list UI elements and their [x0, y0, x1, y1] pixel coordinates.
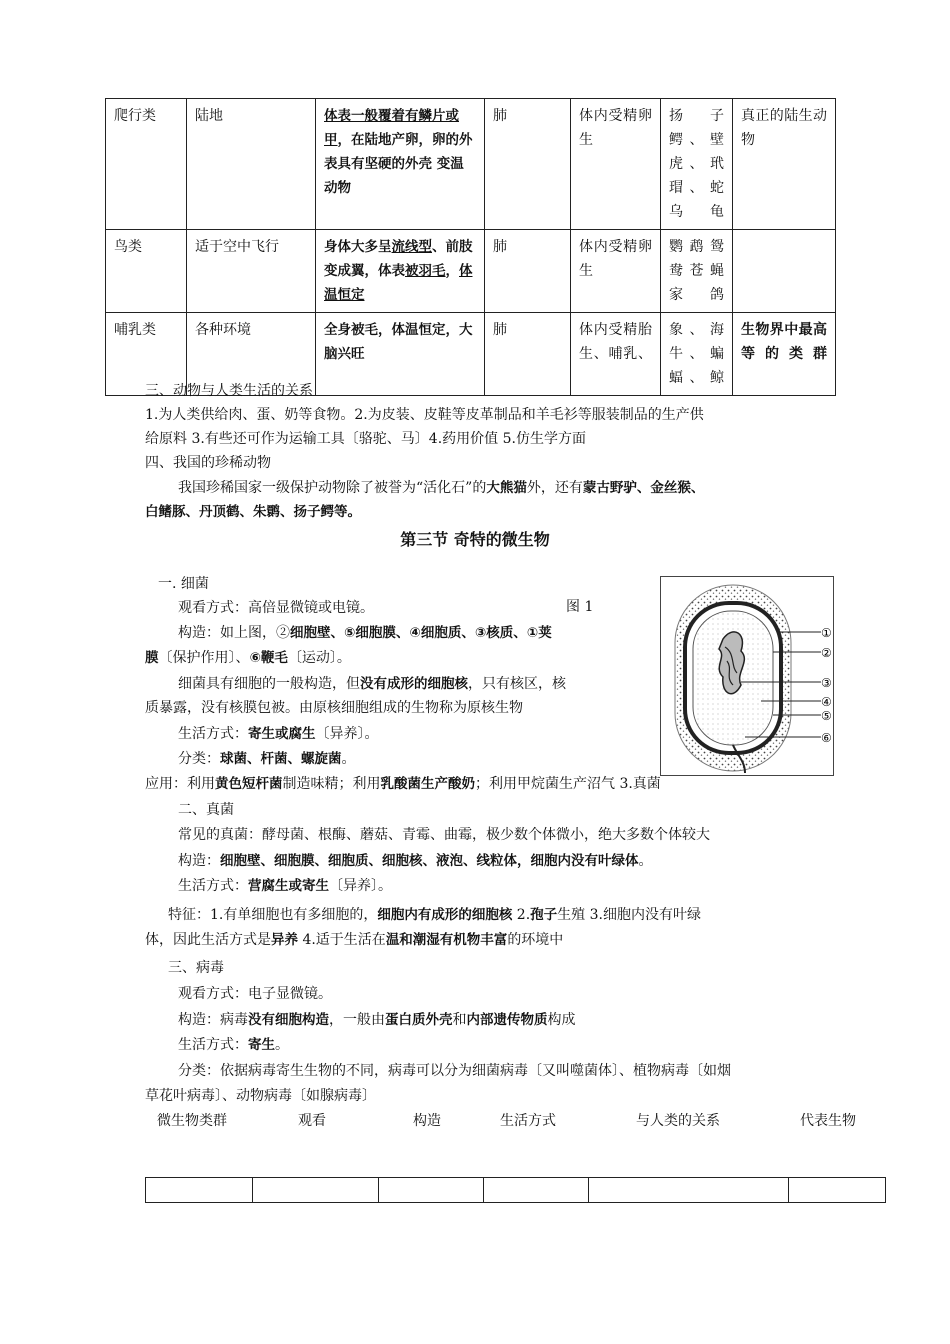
figure-label: ⑤ [821, 709, 832, 723]
table-row [106, 99, 836, 230]
figure-label: ② [821, 646, 832, 660]
table-cell-note [733, 230, 836, 313]
table-cell-note: 生物界中最高等的类群 [733, 313, 836, 396]
text-segment: ，只有核区，核 [468, 676, 566, 692]
text-segment: 。 [638, 853, 653, 869]
micro-header: 生活方式 [500, 1113, 556, 1129]
text-line [178, 478, 704, 498]
table-cell-breathing: 肺 [485, 99, 571, 230]
table-row [146, 1178, 886, 1203]
text-segment: 构造： [178, 853, 220, 869]
table-cell-group: 鸟类 [106, 230, 187, 313]
figure-caption: 图 1 [566, 599, 594, 615]
text-line [145, 405, 704, 425]
table-cell-note: 真正的陆生动物 [733, 99, 836, 230]
table-cell-breathing: 肺 [485, 230, 571, 313]
text-line [145, 930, 563, 950]
text-segment: 4.适于生活在 [298, 932, 386, 948]
table-cell [253, 1178, 379, 1203]
text-segment: 构造：如上图，② [178, 625, 290, 641]
text-segment: 膜 [145, 650, 159, 666]
text-line [178, 851, 653, 871]
text-line [178, 674, 566, 694]
trait-text: 身体大多呈 [324, 239, 392, 255]
text-line [178, 749, 356, 769]
text-segment: 内部遗传物质 [466, 1012, 548, 1028]
text-segment: 四、我国的珍稀动物 [145, 455, 271, 471]
micro-header: 观看 [298, 1113, 326, 1129]
text-segment: 细菌具有细胞的一般构造，但 [178, 676, 360, 692]
trait-text: 、前肢变成翼，体表 [324, 239, 473, 279]
text-segment: 质暴露，没有核膜包被。由原核细胞组成的生物称为原核生物 [145, 700, 523, 716]
table-cell [589, 1178, 789, 1203]
animal-class-table [105, 98, 836, 396]
text-line [178, 825, 710, 845]
text-segment: 没有成形的细胞核 [360, 676, 468, 692]
text-line [158, 574, 209, 594]
text-segment: 。 [275, 1037, 289, 1053]
text-segment: 营腐生或寄生 [248, 878, 329, 894]
text-segment: 生殖 3.细胞内没有叶绿 [557, 907, 701, 923]
text-line [145, 648, 351, 668]
text-segment: 体，因此生活方式是 [145, 932, 271, 948]
figure-label: ① [821, 626, 832, 640]
text-segment: 寄生或腐生 [248, 726, 316, 742]
text-segment: 白鳍豚、丹顶鹤、朱鹮、扬子鳄等。 [145, 504, 361, 520]
figure-label: ④ [821, 695, 832, 709]
table-cell-group: 爬行类 [106, 99, 187, 230]
table-cell-habitat: 陆地 [187, 99, 316, 230]
text-segment: 寄生 [248, 1037, 275, 1053]
text-segment: 细胞壁、⑤细胞膜、④细胞质、③核质、①荚 [290, 625, 552, 641]
text-segment: 生活方式： [178, 878, 248, 894]
text-segment: 三、动物与人类生活的关系 [145, 383, 313, 399]
table-cell-examples: 象、海牛、蝙蝠、鲸 [661, 313, 733, 396]
table-cell-group: 哺乳类 [106, 313, 187, 396]
text-segment: 孢子 [530, 907, 558, 923]
text-segment: 特征：1.有单细胞也有多细胞的， [168, 907, 378, 923]
text-segment: ⑥鞭毛 [249, 650, 288, 666]
text-segment: 和 [452, 1012, 467, 1028]
trait-text: 体表一般覆着有鳞片或甲 [324, 108, 459, 148]
text-segment: 2. [512, 907, 531, 923]
text-line [178, 984, 332, 1004]
text-segment: 1.为人类供给肉、蛋、奶等食物。2.为皮装、皮鞋等皮革制品和羊毛衫等服装制品的生产供 [145, 407, 704, 423]
text-segment: 细胞内有成形的细胞核 [377, 907, 513, 923]
text-line [145, 381, 313, 401]
micro-table [145, 1177, 886, 1203]
text-line [145, 774, 661, 794]
text-segment: 制造味精；利用 [282, 776, 381, 792]
table-cell-habitat: 各种环境 [187, 313, 316, 396]
section-title: 第三节 奇特的微生物 [400, 530, 550, 549]
trait-text: 体温恒定 [324, 263, 473, 303]
figure-label: ⑥ [821, 731, 832, 745]
table-cell-reproduction: 体内受精卵生 [571, 99, 661, 230]
table-cell-reproduction: 体内受精胎生、哺乳、 [571, 313, 661, 396]
trait-text: ， [445, 263, 459, 279]
text-segment: 常见的真菌：酵母菌、根酶、蘑菇、青霉、曲霉，极少数个体微小，绝大多数个体较大 [178, 827, 710, 843]
text-segment: 三、病毒 [168, 960, 224, 976]
text-segment: 的环境中 [507, 932, 564, 948]
text-segment: 蒙古野驴、金丝猴、 [582, 480, 705, 496]
bacterium-figure [660, 576, 834, 776]
text-segment: 球菌、杆菌、螺旋菌 [220, 751, 342, 767]
text-segment: 观看方式：电子显微镜。 [178, 986, 332, 1002]
trait-text: 流线型 [391, 239, 432, 255]
text-segment: 构造：病毒 [178, 1012, 248, 1028]
text-segment: 〔运动〕。 [287, 650, 351, 666]
text-segment: 观看方式：高倍显微镜或电镜。 [178, 600, 374, 616]
text-line [178, 623, 552, 643]
table-cell-breathing: 肺 [485, 313, 571, 396]
text-line [145, 1086, 376, 1106]
text-segment: 应用：利用 [145, 776, 215, 792]
text-line [145, 453, 271, 473]
text-segment: ，一般由 [329, 1012, 385, 1028]
text-line [178, 1010, 576, 1030]
table-cell [146, 1178, 253, 1203]
trait-text: 全身被毛，体温恒定，大脑兴旺 [324, 322, 473, 362]
micro-header: 微生物类群 [157, 1113, 227, 1129]
text-segment: 给原料 3.有些还可作为运输工具〔骆驼、马〕4.药用价值 5.仿生学方面 [145, 431, 586, 447]
text-line [168, 905, 701, 925]
text-segment: 〔异养〕。 [315, 726, 379, 742]
text-segment: 生活方式： [178, 1037, 248, 1053]
table-cell-traits [316, 313, 485, 396]
text-segment: 生活方式： [178, 726, 248, 742]
text-segment: 没有细胞构造 [248, 1012, 329, 1028]
text-segment: 分类： [178, 751, 220, 767]
text-segment: 黄色短杆菌 [215, 776, 283, 792]
text-line [145, 698, 523, 718]
text-segment: 蛋白质外壳 [385, 1012, 453, 1028]
text-segment: 我国珍稀国家一级保护动物除了被誉为“活化石”的 [178, 480, 487, 496]
text-segment: 异养 [271, 932, 298, 948]
text-line [145, 429, 586, 449]
table-cell-traits [316, 99, 485, 230]
text-line [178, 1061, 731, 1081]
table-cell-traits [316, 230, 485, 313]
text-line [178, 598, 374, 618]
text-segment: 乳酸菌生产酸奶 [380, 776, 475, 792]
text-segment: 一. 细菌 [158, 576, 209, 592]
text-line [178, 724, 379, 744]
text-line [178, 876, 392, 896]
text-line [168, 958, 224, 978]
text-segment: ；利用甲烷菌生产沼气 3.真菌 [475, 776, 661, 792]
table-cell-reproduction: 体内受精卵生 [571, 230, 661, 313]
text-line [178, 800, 234, 820]
micro-header: 与人类的关系 [636, 1113, 720, 1129]
table-cell [379, 1178, 484, 1203]
text-segment: 外，还有 [526, 480, 583, 496]
text-segment: 〔保护作用〕、 [158, 650, 250, 666]
text-segment: 构成 [547, 1012, 576, 1028]
figure-label: ③ [821, 676, 832, 690]
text-segment: 。 [341, 751, 356, 767]
text-segment: 分类：依据病毒寄生生物的不同，病毒可以分为细菌病毒〔又叫噬菌体〕、植物病毒〔如烟 [178, 1063, 731, 1079]
table-cell-habitat: 适于空中飞行 [187, 230, 316, 313]
text-segment: 大熊猫 [486, 480, 527, 496]
table-cell-examples: 扬子鳄、壁虎、玳瑁、蛇乌龟 [661, 99, 733, 230]
table-row [106, 230, 836, 313]
text-segment: 〔异养〕。 [329, 878, 392, 894]
table-cell-examples: 鹦鹉鸳鸯苍蝇家鸽 [661, 230, 733, 313]
bacterium-diagram [661, 577, 833, 775]
text-line [145, 502, 361, 522]
trait-text: ，在陆地产卵，卵的外表具有坚硬的外壳 变温动物 [324, 132, 473, 196]
text-segment: 温和潮湿有机物丰富 [385, 932, 508, 948]
text-segment: 二、真菌 [178, 802, 234, 818]
text-segment: 草花叶病毒〕、动物病毒〔如腺病毒〕 [145, 1088, 376, 1104]
trait-text: 被羽毛 [405, 263, 446, 279]
table-cell [789, 1178, 886, 1203]
text-segment: 细胞壁、细胞膜、细胞质、细胞核、液泡、线粒体，细胞内没有叶绿体 [220, 853, 639, 869]
table-cell [484, 1178, 589, 1203]
micro-header: 构造 [413, 1113, 441, 1129]
micro-header: 代表生物 [800, 1113, 856, 1129]
text-line [178, 1035, 289, 1055]
